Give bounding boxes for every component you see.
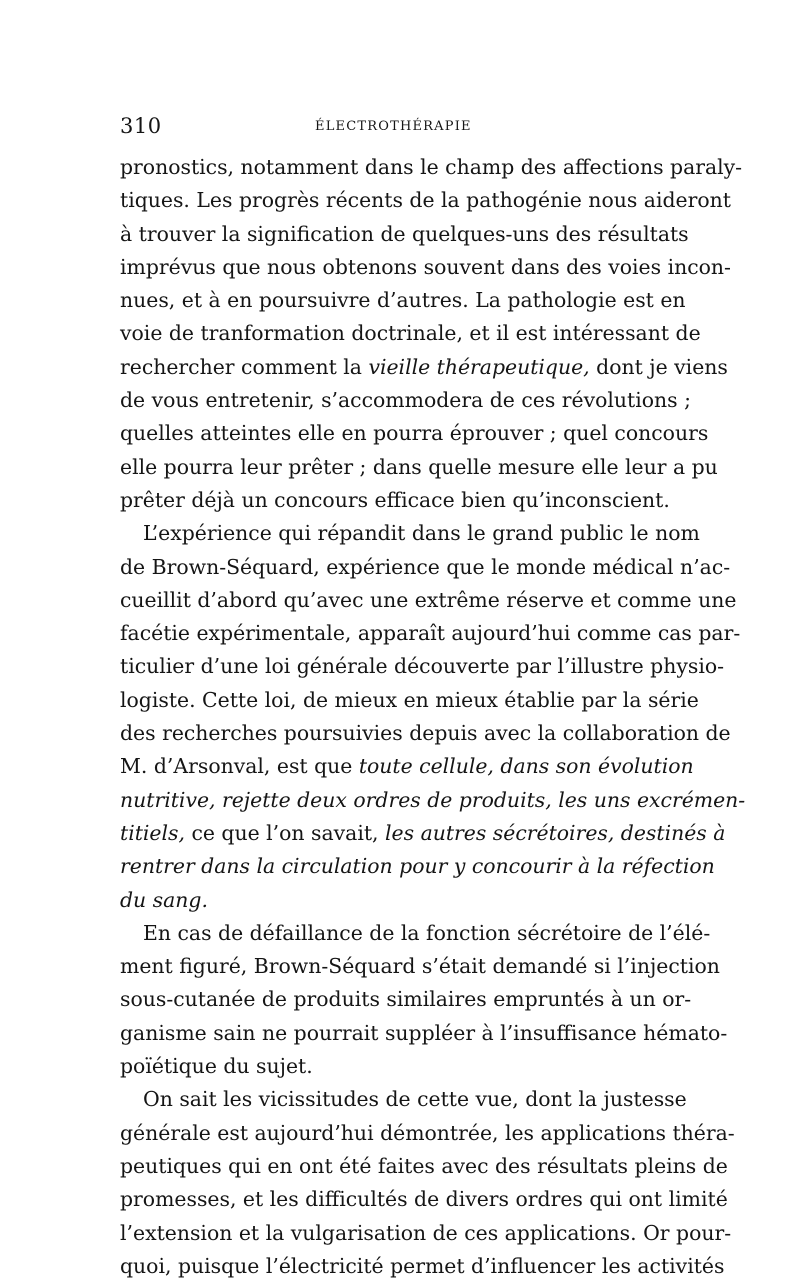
text-segment: ticulier d’une loi générale découverte par l’illustre physio-: [120, 654, 725, 679]
text-line: [120, 151, 743, 184]
text-line: [120, 517, 700, 550]
text-segment: tiques. Les progrès récents de la pathogénie nous aideront: [120, 188, 731, 213]
text-line: [120, 351, 728, 384]
text-segment: rechercher comment la: [120, 354, 369, 379]
text-line: [120, 417, 709, 450]
text-segment: nues, et à en poursuivre d’autres. La pathologie est en: [120, 288, 686, 313]
text-segment: de vous entretenir, s’accommodera de ces révolutions ;: [120, 388, 691, 413]
text-segment: prêter déjà un concours efficace bien qu’inconscient.: [120, 487, 670, 512]
text-line: [120, 817, 726, 850]
italic-text-segment: du sang.: [120, 887, 208, 912]
text-line: [120, 1150, 728, 1183]
text-line: [120, 784, 746, 817]
text-line: [120, 451, 718, 484]
running-title: ÉLECTROTHÉRAPIE: [315, 119, 472, 134]
text-line: [120, 1017, 728, 1050]
text-line: [120, 850, 715, 883]
italic-text-segment: vieille thérapeutique,: [368, 354, 590, 379]
page-header: [120, 114, 680, 144]
text-line: [120, 317, 701, 350]
italic-text-segment: nutritive, rejette deux ordres de produits, les uns excrémen-: [120, 787, 746, 812]
text-line: [120, 251, 731, 284]
text-segment: sous-cutanée de produits similaires empruntés à un or-: [120, 987, 692, 1012]
text-segment: M. d’Arsonval, est que: [120, 754, 359, 779]
text-segment: ment figuré, Brown-Séquard s’était demandé si l’injection: [120, 954, 720, 979]
text-segment: elle pourra leur prêter ; dans quelle mesure elle leur a pu: [120, 454, 718, 479]
text-line: [120, 750, 694, 783]
text-segment: peutiques qui en ont été faites avec des résultats pleins de: [120, 1153, 728, 1178]
text-line: [120, 884, 676, 917]
text-line: [120, 983, 692, 1016]
text-line: [120, 617, 741, 650]
text-segment: pronostics, notamment dans le champ des affections paraly-: [120, 155, 743, 179]
text-line: [120, 650, 725, 683]
text-segment: quoi, puisque l’électricité permet d’influencer les activités: [120, 1253, 725, 1278]
italic-text-segment: titiels,: [120, 820, 185, 845]
text-line: [120, 284, 686, 317]
text-segment: imprévus que nous obtenons souvent dans des voies incon-: [120, 254, 731, 279]
text-segment: ce que l’on savait,: [184, 820, 386, 845]
text-line: [120, 484, 676, 517]
text-line: [120, 1083, 687, 1116]
text-line: [120, 950, 720, 983]
text-line: [120, 1183, 728, 1216]
body-text: [120, 151, 746, 1283]
text-segment: générale est aujourd’hui démontrée, les applications théra-: [120, 1120, 735, 1145]
text-segment: En cas de défaillance de la fonction sécrétoire de l’élé-: [143, 920, 711, 945]
text-segment: des recherches poursuivies depuis avec la collaboration de: [120, 721, 731, 746]
text-segment: de Brown-Séquard, expérience que le monde médical n’ac-: [120, 554, 731, 579]
italic-text-segment: les autres sécrétoires, destinés à: [385, 820, 726, 845]
text-line: [120, 384, 691, 417]
text-segment: logiste. Cette loi, de mieux en mieux établie par la série: [120, 687, 699, 712]
text-line: [120, 584, 737, 617]
text-segment: L’expérience qui répandit dans le grand public le nom: [143, 521, 700, 546]
text-segment: cueillit d’abord qu’avec une extrême réserve et comme une: [120, 587, 737, 612]
text-line: [120, 184, 731, 217]
text-line: [120, 684, 699, 717]
text-segment: promesses, et les difficultés de divers ordres qui ont limité: [120, 1187, 728, 1212]
text-line: [120, 1217, 732, 1250]
text-segment: dont je viens: [589, 354, 728, 379]
text-line: [120, 218, 689, 251]
text-segment: facétie expérimentale, apparaît aujourd’hui comme cas par-: [120, 621, 741, 646]
text-segment: On sait les vicissitudes de cette vue, dont la justesse: [143, 1087, 687, 1112]
italic-text-segment: toute cellule, dans son évolution: [358, 754, 694, 779]
text-segment: voie de tranformation doctrinale, et il est intéressant de: [120, 321, 701, 346]
italic-text-segment: rentrer dans la circulation pour y concourir à la réfection: [120, 854, 715, 879]
text-line: [120, 1050, 676, 1083]
text-segment: à trouver la signification de quelques-uns des résultats: [120, 221, 689, 246]
text-line: [120, 551, 731, 584]
text-segment: quelles atteintes elle en pourra éprouver ; quel concours: [120, 421, 709, 446]
text-line: [120, 1117, 735, 1150]
text-segment: poïétique du sujet.: [120, 1054, 313, 1079]
text-line: [120, 717, 731, 750]
page-number: 310: [120, 114, 162, 138]
text-line: [120, 1250, 725, 1283]
text-segment: l’extension et la vulgarisation de ces applications. Or pour-: [120, 1220, 732, 1245]
text-segment: ganisme sain ne pourrait suppléer à l’insuffisance hémato-: [120, 1020, 728, 1045]
text-line: [120, 917, 711, 950]
